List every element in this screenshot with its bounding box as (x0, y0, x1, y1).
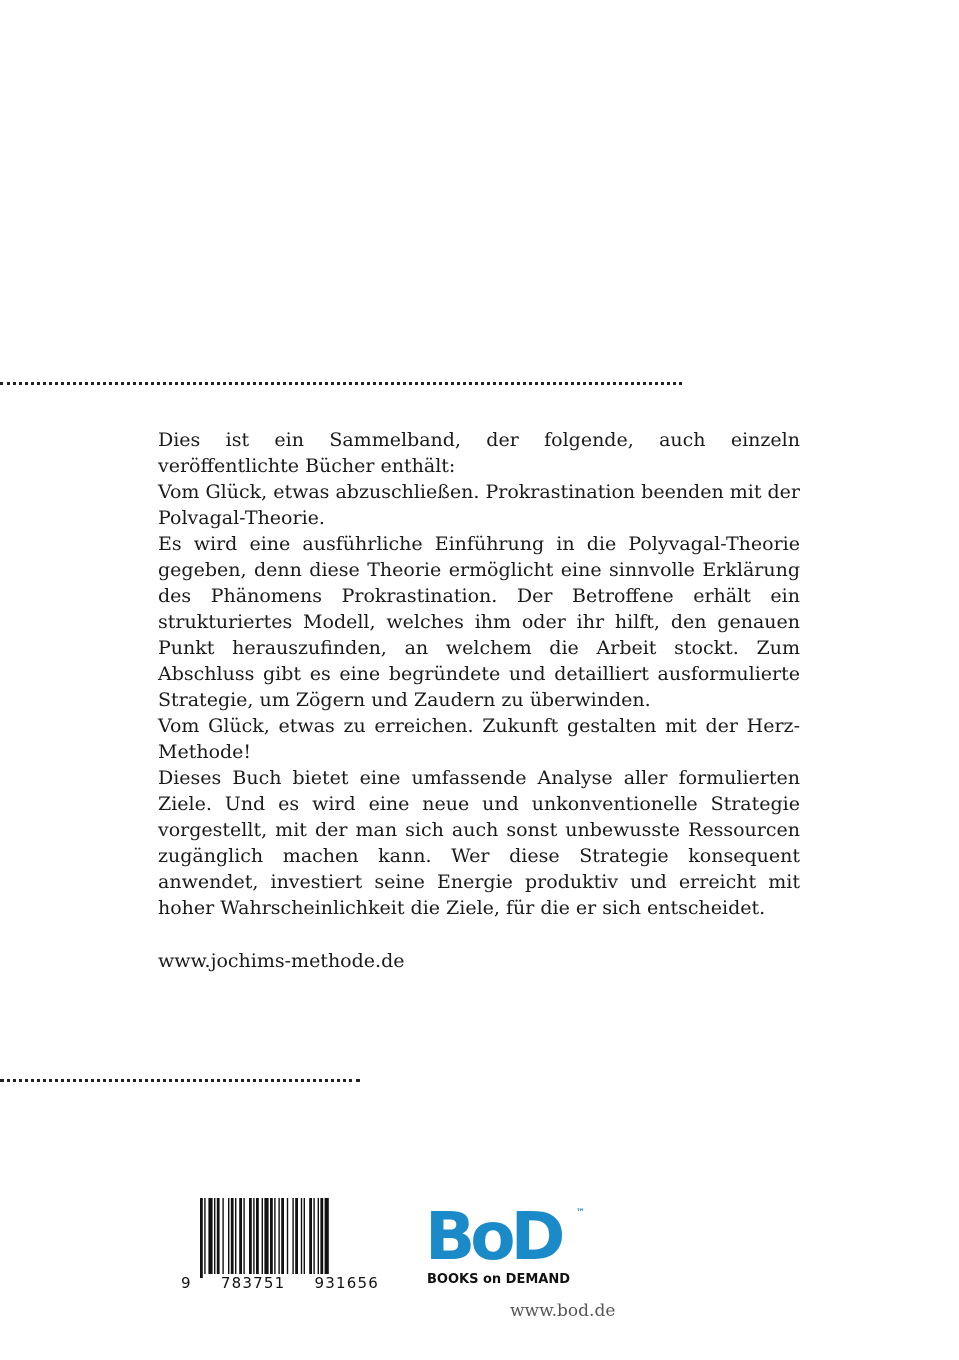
barcode-bar (243, 1198, 244, 1274)
barcode-bar (318, 1198, 319, 1274)
barcode-bar (256, 1198, 259, 1274)
barcode-bar (320, 1198, 323, 1274)
publisher-url[interactable]: www.bod.de (510, 1301, 616, 1321)
bod-trademark: ™ (576, 1208, 585, 1218)
barcode-bar (239, 1198, 242, 1274)
barcode-bar (309, 1198, 312, 1274)
barcode-bar (325, 1198, 329, 1278)
barcode-bar (228, 1198, 229, 1274)
barcode-digits (180, 1274, 380, 1292)
barcode-bar (262, 1198, 263, 1278)
barcode-bar (200, 1198, 203, 1278)
barcode-bar (270, 1198, 273, 1274)
barcode-bar (278, 1198, 279, 1274)
barcode-lead-digit: 9 (181, 1274, 192, 1292)
blurb-book-title-1: Vom Glück, etwas abzuschließen. Prokrastination beenden mit der Polvagal-Theorie. (158, 481, 800, 529)
barcode-group-2: 931656 (314, 1274, 379, 1292)
bod-logo (425, 1198, 590, 1290)
bod-tagline: BOOKS on DEMAND (427, 1272, 571, 1287)
barcode-bar (204, 1198, 205, 1274)
barcode-bars (180, 1198, 380, 1278)
dotted-divider-top (0, 382, 682, 385)
barcode-bar (222, 1198, 223, 1274)
barcode-group-1: 783751 (220, 1274, 286, 1292)
barcode-bar (292, 1198, 293, 1274)
barcode-bar (287, 1198, 288, 1274)
barcode-bar (304, 1198, 305, 1274)
barcode-bar (214, 1198, 215, 1274)
bod-logo-mark: BoD (425, 1198, 561, 1275)
blurb-book-title-2: Vom Glück, etwas zu erreichen. Zukunft gestalten mit der Herz-Methode! (158, 715, 800, 763)
barcode-bar (264, 1198, 268, 1274)
barcode-bar (313, 1198, 314, 1274)
back-cover-blurb (158, 427, 800, 921)
blurb-paragraph-book-2: Dieses Buch bietet eine umfassende Analyse aller formulierten Ziele. Und es wird eine neue und unkonventionelle Strategie vorgestellt, mit der man sich auch sonst unbewusste Ressourcen zugänglich machen kann. Wer diese Strategie konsequent anwendet, investiert seine Energie produktiv und erreicht mit hoher Wahrscheinlichkeit die Ziele, für die er sich entscheidet. (158, 767, 800, 919)
blurb-paragraph-intro: Dies ist ein Sammelband, der folgende, auch einzeln veröffentlichte Bücher enthält: (158, 429, 800, 477)
barcode-bar (249, 1198, 252, 1274)
isbn-barcode (180, 1198, 380, 1294)
barcode-bar (295, 1198, 298, 1274)
author-website[interactable]: www.jochims-methode.de (158, 950, 405, 972)
barcode-bar (208, 1198, 212, 1274)
barcode-bar (217, 1198, 220, 1274)
barcode-bar (301, 1198, 302, 1274)
barcode-bar (231, 1198, 234, 1274)
dotted-divider-bottom (0, 1079, 360, 1082)
barcode-bar (281, 1198, 284, 1274)
barcode-bar (235, 1198, 236, 1274)
barcode-bar (253, 1198, 254, 1274)
blurb-paragraph-book-1: Es wird eine ausführliche Einführung in die Polyvagal-Theorie gegeben, denn diese Theorie ermöglicht eine sinnvolle Erklärung des Phänomens Prokrastination. Der Betroffene erhält ein strukturiertes Modell, welches ihm oder ihr hilft, den genauen Punkt herauszufinden, an welchem die Arbeit stockt. Zum Abschluss gibt es eine begründete und detailliert ausformulierte Strategie, um Zögern und Zaudern zu überwinden. (158, 533, 800, 711)
barcode-bar (274, 1198, 275, 1274)
